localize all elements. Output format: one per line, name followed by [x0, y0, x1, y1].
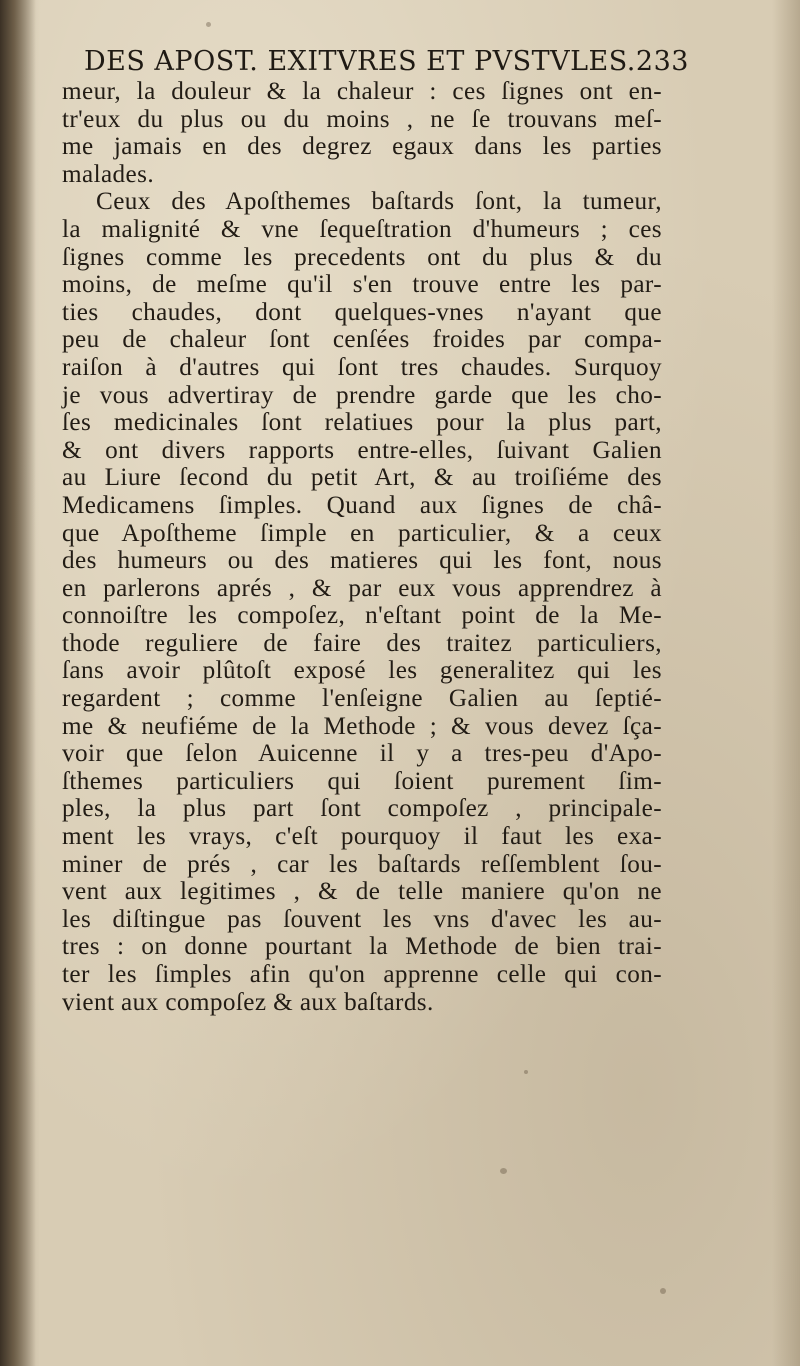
text-line: malades.	[62, 160, 155, 188]
text-line: que Apoſtheme ſimple en particulier, & a ceux	[62, 519, 662, 547]
paper-speck	[660, 1288, 666, 1294]
text-line: ter les ſimples afin qu'on apprenne celle qui con-	[62, 961, 662, 988]
text-line: regardent ; comme l'enſeigne Galien au ſeptié-	[62, 685, 662, 713]
text-line: vent aux legitimes , & de telle maniere qu'on ne	[62, 878, 662, 906]
text-line: Medicamens ſimples. Quand aux ſignes de châ-	[62, 491, 662, 519]
text-line: ſthemes particuliers qui ſoient purement ſim-	[62, 767, 662, 795]
text-line: moins, de meſme qu'il s'en trouve entre les par-	[62, 271, 662, 299]
text-line: en parlerons aprés , & par eux vous apprendrez à	[62, 574, 662, 602]
text-line: ſans avoir plûtoſt exposé les generalitez qui les	[62, 657, 662, 685]
text-line: des humeurs ou des matieres qui les font, nous	[62, 547, 662, 575]
text-line: raiſon à d'autres qui ſont tres chaudes. Surquoy	[62, 353, 662, 381]
text-line: ties chaudes, dont quelques-vnes n'ayant que	[62, 298, 662, 326]
body-text	[62, 78, 662, 1016]
text-line: la malignité & vne ſequeſtration d'humeurs ; ces	[62, 215, 662, 243]
text-line: me jamais en des degrez egaux dans les parties	[62, 133, 662, 161]
text-line: tres : on donne pourtant la Methode de bien trai-	[62, 933, 662, 961]
text-line: ſes medicinales ſont relatiues pour la plus part,	[62, 409, 662, 437]
text-line: vient aux compoſez & aux baſtards.	[62, 988, 434, 1016]
text-line: thode reguliere de faire des traitez particuliers,	[62, 629, 662, 657]
page-edge	[772, 0, 800, 1366]
text-line: meur, la douleur & la chaleur : ces ſignes ont en-	[62, 78, 662, 105]
paper-speck	[206, 22, 211, 27]
text-line: les diſtingue pas ſouvent les vns d'avec les au-	[62, 905, 662, 933]
running-header	[84, 46, 689, 77]
text-line: & ont divers rapports entre-elles, ſuivant Galien	[62, 436, 662, 464]
text-line: je vous advertiray de prendre garde que les cho-	[62, 381, 662, 409]
text-line: voir que ſelon Auicenne il y a tres-peu d'Apo-	[62, 740, 662, 768]
binding-shadow	[0, 0, 36, 1366]
text-line: peu de chaleur ſont cenſées froides par compa-	[62, 326, 662, 354]
text-line: tr'eux du plus ou du moins , ne ſe trouvans meſ-	[62, 105, 662, 133]
text-line: connoiſtre les compoſez, n'eſtant point de la Me-	[62, 602, 662, 630]
text-line: ples, la plus part ſont compoſez , principale-	[62, 795, 662, 823]
text-line: miner de prés , car les baſtards reſſemblent ſou-	[62, 850, 662, 878]
text-line: ment les vrays, c'eſt pourquoy il faut les exa-	[62, 823, 662, 851]
running-title: DES APOST. EXITVRES ET PVSTVLES.	[84, 46, 636, 77]
page-number: 233	[635, 46, 689, 77]
paper-speck	[524, 1070, 528, 1074]
text-line: Ceux des Apoſthemes baſtards ſont, la tumeur,	[96, 188, 662, 216]
text-line: au Liure ſecond du petit Art, & au troiſiéme des	[62, 464, 662, 492]
text-line: ſignes comme les precedents ont du plus & du	[62, 243, 662, 271]
paper-speck	[500, 1168, 507, 1174]
text-line: me & neufiéme de la Methode ; & vous devez ſça-	[62, 712, 662, 740]
